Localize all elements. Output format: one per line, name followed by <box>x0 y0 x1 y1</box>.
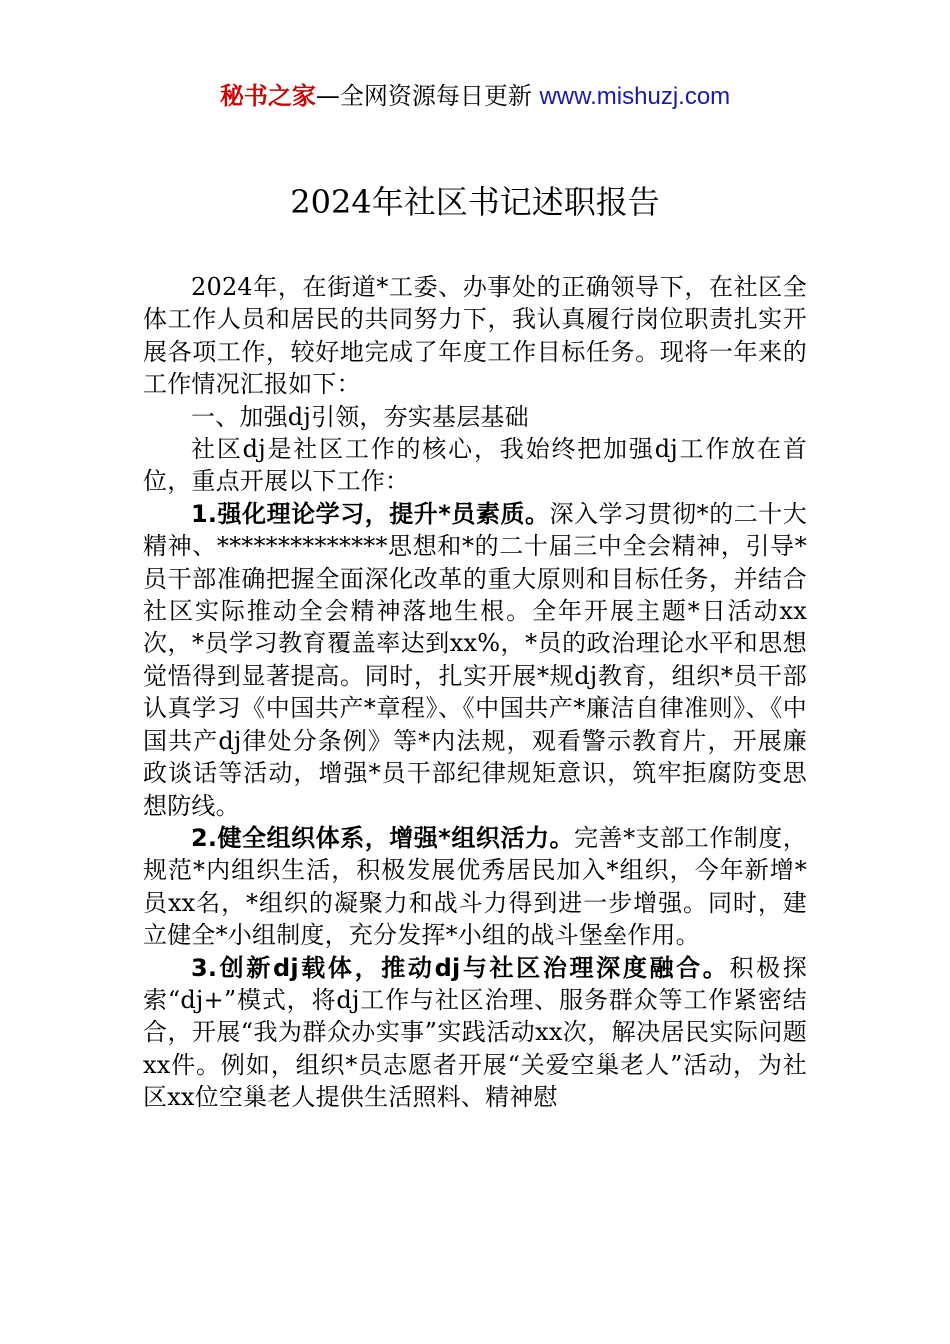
paragraph-text: 完善*支部工作制度，规范*内组织生活，积极发展优秀居民加入*组织，今年新增*员xx名，*组织的凝聚力和战斗力得到进一步增强。同时，建立健全*小组制度，充分发挥*小组的战斗堡垒作用。 <box>143 823 807 950</box>
paragraph <box>143 822 807 952</box>
document-title: 2024年社区书记述职报告 <box>290 183 660 221</box>
paragraph <box>143 433 807 498</box>
paragraph-text: 社区dj是社区工作的核心，我始终把加强dj工作放在首位，重点开展以下工作： <box>143 435 807 496</box>
paragraph-text: 2024年，在街道*工委、办事处的正确领导下，在社区全体工作人员和居民的共同努力下，我认真履行岗位职责扎实开展各项工作，较好地完成了年度工作目标任务。现将一年来的工作情况汇报如下： <box>143 273 807 399</box>
site-url-link[interactable]: www.mishuzj.com <box>539 83 731 110</box>
paragraph <box>143 271 807 401</box>
site-banner <box>0 78 950 115</box>
section-heading <box>143 401 807 433</box>
paragraph <box>143 952 807 1114</box>
brand-name: 秘书之家 <box>219 82 316 110</box>
document-body <box>143 271 807 1114</box>
paragraph-lead: 3.创新dj载体，推动dj与社区治理深度融合。 <box>191 953 730 982</box>
paragraph <box>143 498 807 822</box>
paragraph-lead: 1.强化理论学习，提升*员素质。 <box>191 499 550 528</box>
banner-tagline: —全网资源每日更新 <box>315 82 532 110</box>
paragraph-lead: 2.健全组织体系，增强*组织活力。 <box>191 823 575 852</box>
paragraph-text: 积极探索“dj+”模式，将dj工作与社区治理、服务群众等工作紧密结合，开展“我为群众办实事”实践活动xx次，解决居民实际问题xx件。例如，组织*员志愿者开展“关爱空巢老人”活动，为社区xx位空巢老人提供生活照料、精神慰 <box>143 953 807 1112</box>
section-heading-text: 一、加强dj引领，夯实基层基础 <box>191 402 529 431</box>
paragraph-text: 深入学习贯彻*的二十大精神、**************思想和*的二十届三中全会精神，引导*员干部准确把握全面深化改革的重大原则和目标任务，并结合社区实际推动全会精神落地生根。全年开展主题*日活动xx次，*员学习教育覆盖率达到xx%，*员的政治理论水平和思想觉悟得到显著提高。同时，扎实开展*规dj教育，组织*员干部认真学习《中国共产*章程》、《中国共产*廉洁自律准则》、《中国共产dj律处分条例》等*内法规，观看警示教育片，开展廉政谈话等活动，增强*员干部纪律规矩意识，筑牢拒腐防变思想防线。 <box>143 499 807 820</box>
